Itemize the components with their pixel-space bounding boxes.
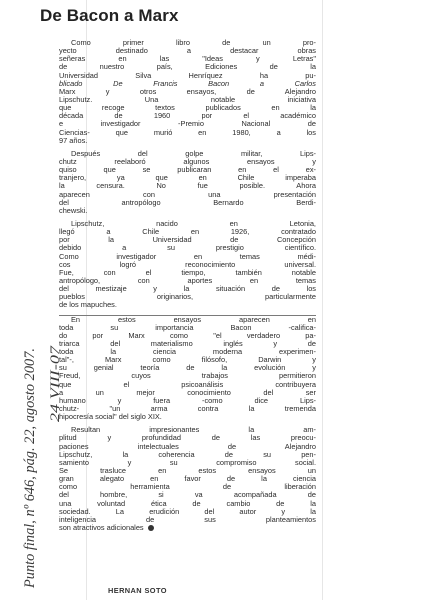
author-name: HERNAN SOTO [108,586,167,595]
text-line: Lipschutz, nacido en Letonia, [71,219,316,228]
text-line: Como primer libro de un pro- [71,39,316,47]
text-line: paciones intelectuales de Alejandro [59,442,316,451]
text-line: Después del golpe militar, Lips- [71,149,316,158]
text-line: 97 años. [59,136,88,145]
text-line: chewski. [59,206,88,215]
text-line: tal"-, Marx como filósofo, Darwin y [59,356,316,365]
text-line: Resultan impresionantes la am- [71,426,316,435]
text-line: de los mapuches. [59,301,117,310]
paragraph-4 [59,315,316,422]
text-line: gran alegato en favor de la ciencia [59,475,316,484]
text-line: del mestizaje y la situación de los [59,285,316,294]
text-line: Freud, cuyos trabajos permitieron [59,372,316,381]
text-line: chutz reelaboró algunos ensayos y [59,157,316,166]
text-line: tranjero, ya que en Chile imperaba [59,174,316,183]
text-line: que el psicoanálisis contribuyera [59,380,316,389]
text-line: aparecen con una presentación [59,190,316,199]
text-line: Universidad Silva Henríquez ha pu- [59,71,316,80]
text-line: sociedad. La erudición del autor y la [59,507,316,516]
text-line: Como investigador en temas médi- [59,252,316,261]
text-line: son atractivos adicionales [59,524,144,533]
paragraph-2 [59,150,316,215]
text-line: por la Universidad de Concepción [59,236,316,245]
text-line: Se trasluce en estos ensayos un [59,467,316,476]
text-line: e investigador -Premio Nacional de [59,120,316,129]
text-line: la censura. No fue posible. Ahora [59,182,316,191]
text-line: quiso que se publicaran en el ex- [59,166,316,175]
text-line: a un mejor conocimiento del ser [59,388,316,397]
text-line: samiento y su compromiso social. [59,458,316,467]
text-line: una voluntad ética de cambio de la [59,499,316,508]
paragraph-1 [59,39,316,145]
text-line: blicado De Francis Bacon a Carlos [59,79,316,88]
text-line: década de 1960 por el académico [59,112,316,121]
text-line: señeras en las "Ideas y Letras" [59,55,316,64]
text-line: chutz- "un arma contra la tremenda [59,405,316,414]
text-line: debido a su prestigio científico. [59,244,316,253]
text-line: inteligencia de sus planteamientos [59,515,316,524]
text-line: cos logró reconocimiento universal. [59,260,316,269]
text-line: triarca del materialismo inglés y de [59,339,316,348]
handwritten-citation-note [12,344,68,589]
text-line: pueblos originarios, particularmente [59,293,316,302]
text-line: que recoge textos publicados en la [59,104,316,113]
end-of-article-mark [148,525,154,531]
paragraph-5 [59,426,316,532]
handwritten-date: 24 VIII-07 [47,367,62,422]
handwritten-citation: Punto final, nº 646, pág. 22, agosto 2007. [22,344,38,588]
text-line: yecto destinado a destacar obras [59,47,316,56]
article-title: De Bacon a Marx [40,6,179,25]
text-line: toda la ciencia moderna experimen- [59,348,316,357]
page-edge-line [322,0,323,600]
text-line: llegó a Chile en 1926, contratado [59,228,316,237]
text-line: En estos ensayos aparecen en [59,315,316,324]
text-line: do por Marx como "el verdadero pa- [59,331,316,340]
text-line: Lipschutz, la coherencia de su pen- [59,450,316,459]
handwritten-note-graphic [12,344,68,589]
text-line: humano y fuera -como dice Lips- [59,396,316,405]
text-line: su genial teoría de la evolución y [59,364,316,373]
text-line: toda su importancia Bacon -califica- [59,323,316,332]
text-line: de nuestro país, Ediciones de la [59,63,316,72]
text-line: del antropólogo Bernardo Berdi- [59,198,316,207]
text-line: plitud y profundidad de las preocu- [59,434,316,443]
text-line: hipocresía social" del siglo XIX. [59,413,162,422]
text-line: Lipschutz. Una notable iniciativa [59,95,316,104]
paragraph-3 [59,220,316,310]
text-line: Fue, con el tiempo, también notable [59,268,316,277]
text-line: como herramienta de liberación [59,483,316,492]
text-line: Marx y otros ensayos, de Alejandro [59,87,316,96]
article-body [59,39,316,537]
text-line: Ciencias- que murió en 1980, a los [59,128,316,137]
text-line: del hombre, si va acompañada de [59,491,316,500]
text-line-end [59,524,316,532]
text-line: antropólogo, con aportes en temas [59,276,316,285]
